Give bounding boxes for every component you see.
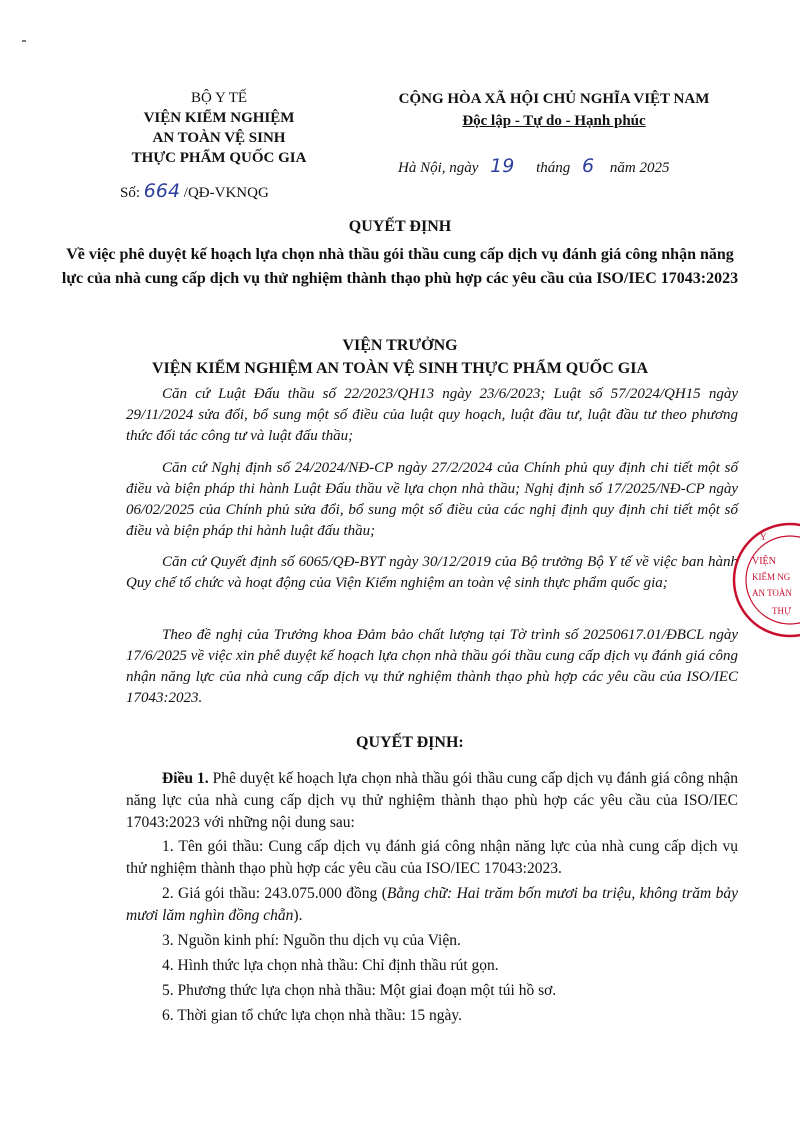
item-package-name: 1. Tên gói thầu: Cung cấp dịch vụ đánh giá công nhận năng lực của nhà cung cấp dịch vụ thử nghiệm thành thạo phù hợp các yêu cầu của ISO/IEC 17043:2023. [126,838,738,877]
legal-basis-1: Căn cứ Luật Đấu thầu số 22/2023/QH13 ngày 23/6/2023; Luật số 57/2024/QH15 ngày 29/11/2024 sửa đổi, bổ sung một số điều của luật quy hoạch, luật đầu tư, luật đầu tư theo phương thức đối tác công tư và luật đấu thầu; [126,386,738,444]
legal-basis-3: Căn cứ Quyết định số 6065/QĐ-BYT ngày 30/12/2019 của Bộ trưởng Bộ Y tế về việc ban hành Quy chế tổ chức và hoạt động của Viện Kiểm nghiệm an toàn vệ sinh thực phẩm quốc gia; [126,554,738,591]
authority-institute: VIỆN KIỂM NGHIỆM AN TOÀN VỆ SINH THỰC PHẨM QUỐC GIA [151,360,649,377]
handwritten-day: 19 [490,155,515,177]
scan-speck [22,40,26,42]
seal-text-side: THỰ [772,606,791,616]
decision-heading: QUYẾT ĐỊNH [348,218,452,235]
legal-basis-2: Căn cứ Nghị định số 24/2024/NĐ-CP ngày 27/2/2024 của Chính phủ quy định chi tiết một số điều và biện pháp thi hành Luật Đấu thầu về lựa chọn nhà thầu; Nghị định số 17/2025/NĐ-CP ngày 06/02/2025 của Chính phủ sửa đổi, bổ sung một số điều của các nghị định quy định chi tiết một số điều và biện pháp thi hành luật đấu thầu; [126,460,738,539]
article-1-text: Phê duyệt kế hoạch lựa chọn nhà thầu gói thầu cung cấp dịch vụ đánh giá công nhận năng lực của nhà cung cấp dịch vụ thử nghiệm thành thạo phù hợp các yêu cầu của ISO/IEC 17043:2023 với những nội dung sau: [126,770,739,831]
price-in-words: Bằng chữ: Hai trăm bốn mươi ba triệu, không trăm bảy mươi lăm nghìn đồng chẵn [126,885,738,924]
seal-text-top: VIỆN [752,556,776,567]
seal-text-low: AN TOÀN [752,588,792,598]
article-1 [126,768,738,834]
number-suffix: /QĐ-VKNQG [183,185,269,201]
institute-name-line3: THỰC PHẨM QUỐC GIA [131,150,307,166]
price-text: 2. Giá gói thầu: 243.075.000 đồng ( [162,885,387,902]
article-1-label: Điều 1. [162,770,209,787]
year-text: năm 2025 [609,160,670,176]
seal-star: Y [760,532,767,542]
article-1-items [126,836,738,1030]
national-header [356,88,752,132]
item-selection-form: 4. Hình thức lựa chọn nhà thầu: Chỉ định thầu rút gọn. [162,957,499,974]
document-number [120,180,269,202]
decision-section-heading: QUYẾT ĐỊNH: [356,734,464,751]
decision-subject: Về việc phê duyệt kế hoạch lựa chọn nhà thầu gói thầu cung cấp dịch vụ đánh giá công nhận năng lực của nhà cung cấp dịch vụ thử nghiệm thành thạo phù hợp các yêu cầu của ISO/IEC 17043:2023 [61,246,739,287]
month-label: tháng [536,160,571,176]
issuing-agency-header [110,88,328,168]
item-selection-method: 5. Phương thức lựa chọn nhà thầu: Một giai đoạn một túi hồ sơ. [162,982,557,999]
republic-name: CỘNG HÒA XÃ HỘI CHỦ NGHĨA VIỆT NAM [398,91,710,107]
institute-name-line2: AN TOÀN VỆ SINH [152,130,286,146]
price-end: ). [293,907,303,924]
issue-date [398,155,758,177]
authority-title: VIỆN TRƯỞNG [342,337,458,354]
item-funding-source: 3. Nguồn kinh phí: Nguồn thu dịch vụ của Viện. [162,932,461,949]
date-place: Hà Nội, ngày [398,160,479,176]
national-motto: Độc lập - Tự do - Hạnh phúc [462,113,646,129]
seal-text-mid: KIỂM NG [752,572,791,582]
institute-name-line1: VIỆN KIỂM NGHIỆM [143,110,295,126]
legal-basis-4: Theo đề nghị của Trưởng khoa Đảm bảo chất lượng tại Tờ trình số 20250617.01/ĐBCL ngày 17/6/2025 về việc xin phê duyệt kế hoạch lựa chọn nhà thầu gói thầu cung cấp dịch vụ đánh giá công nhận năng lực của nhà cung cấp dịch vụ thử nghiệm thành thạo phù hợp các yêu cầu của ISO/IEC 17043:2023. [126,627,738,706]
item-package-price [126,883,738,927]
red-seal-stamp [730,520,800,640]
item-selection-time: 6. Thời gian tổ chức lựa chọn nhà thầu: 15 ngày. [162,1007,463,1024]
handwritten-month: 6 [582,155,595,177]
ministry-name: BỘ Y TẾ [190,90,248,106]
number-prefix: Số: [120,185,141,201]
handwritten-number: 664 [143,180,181,202]
